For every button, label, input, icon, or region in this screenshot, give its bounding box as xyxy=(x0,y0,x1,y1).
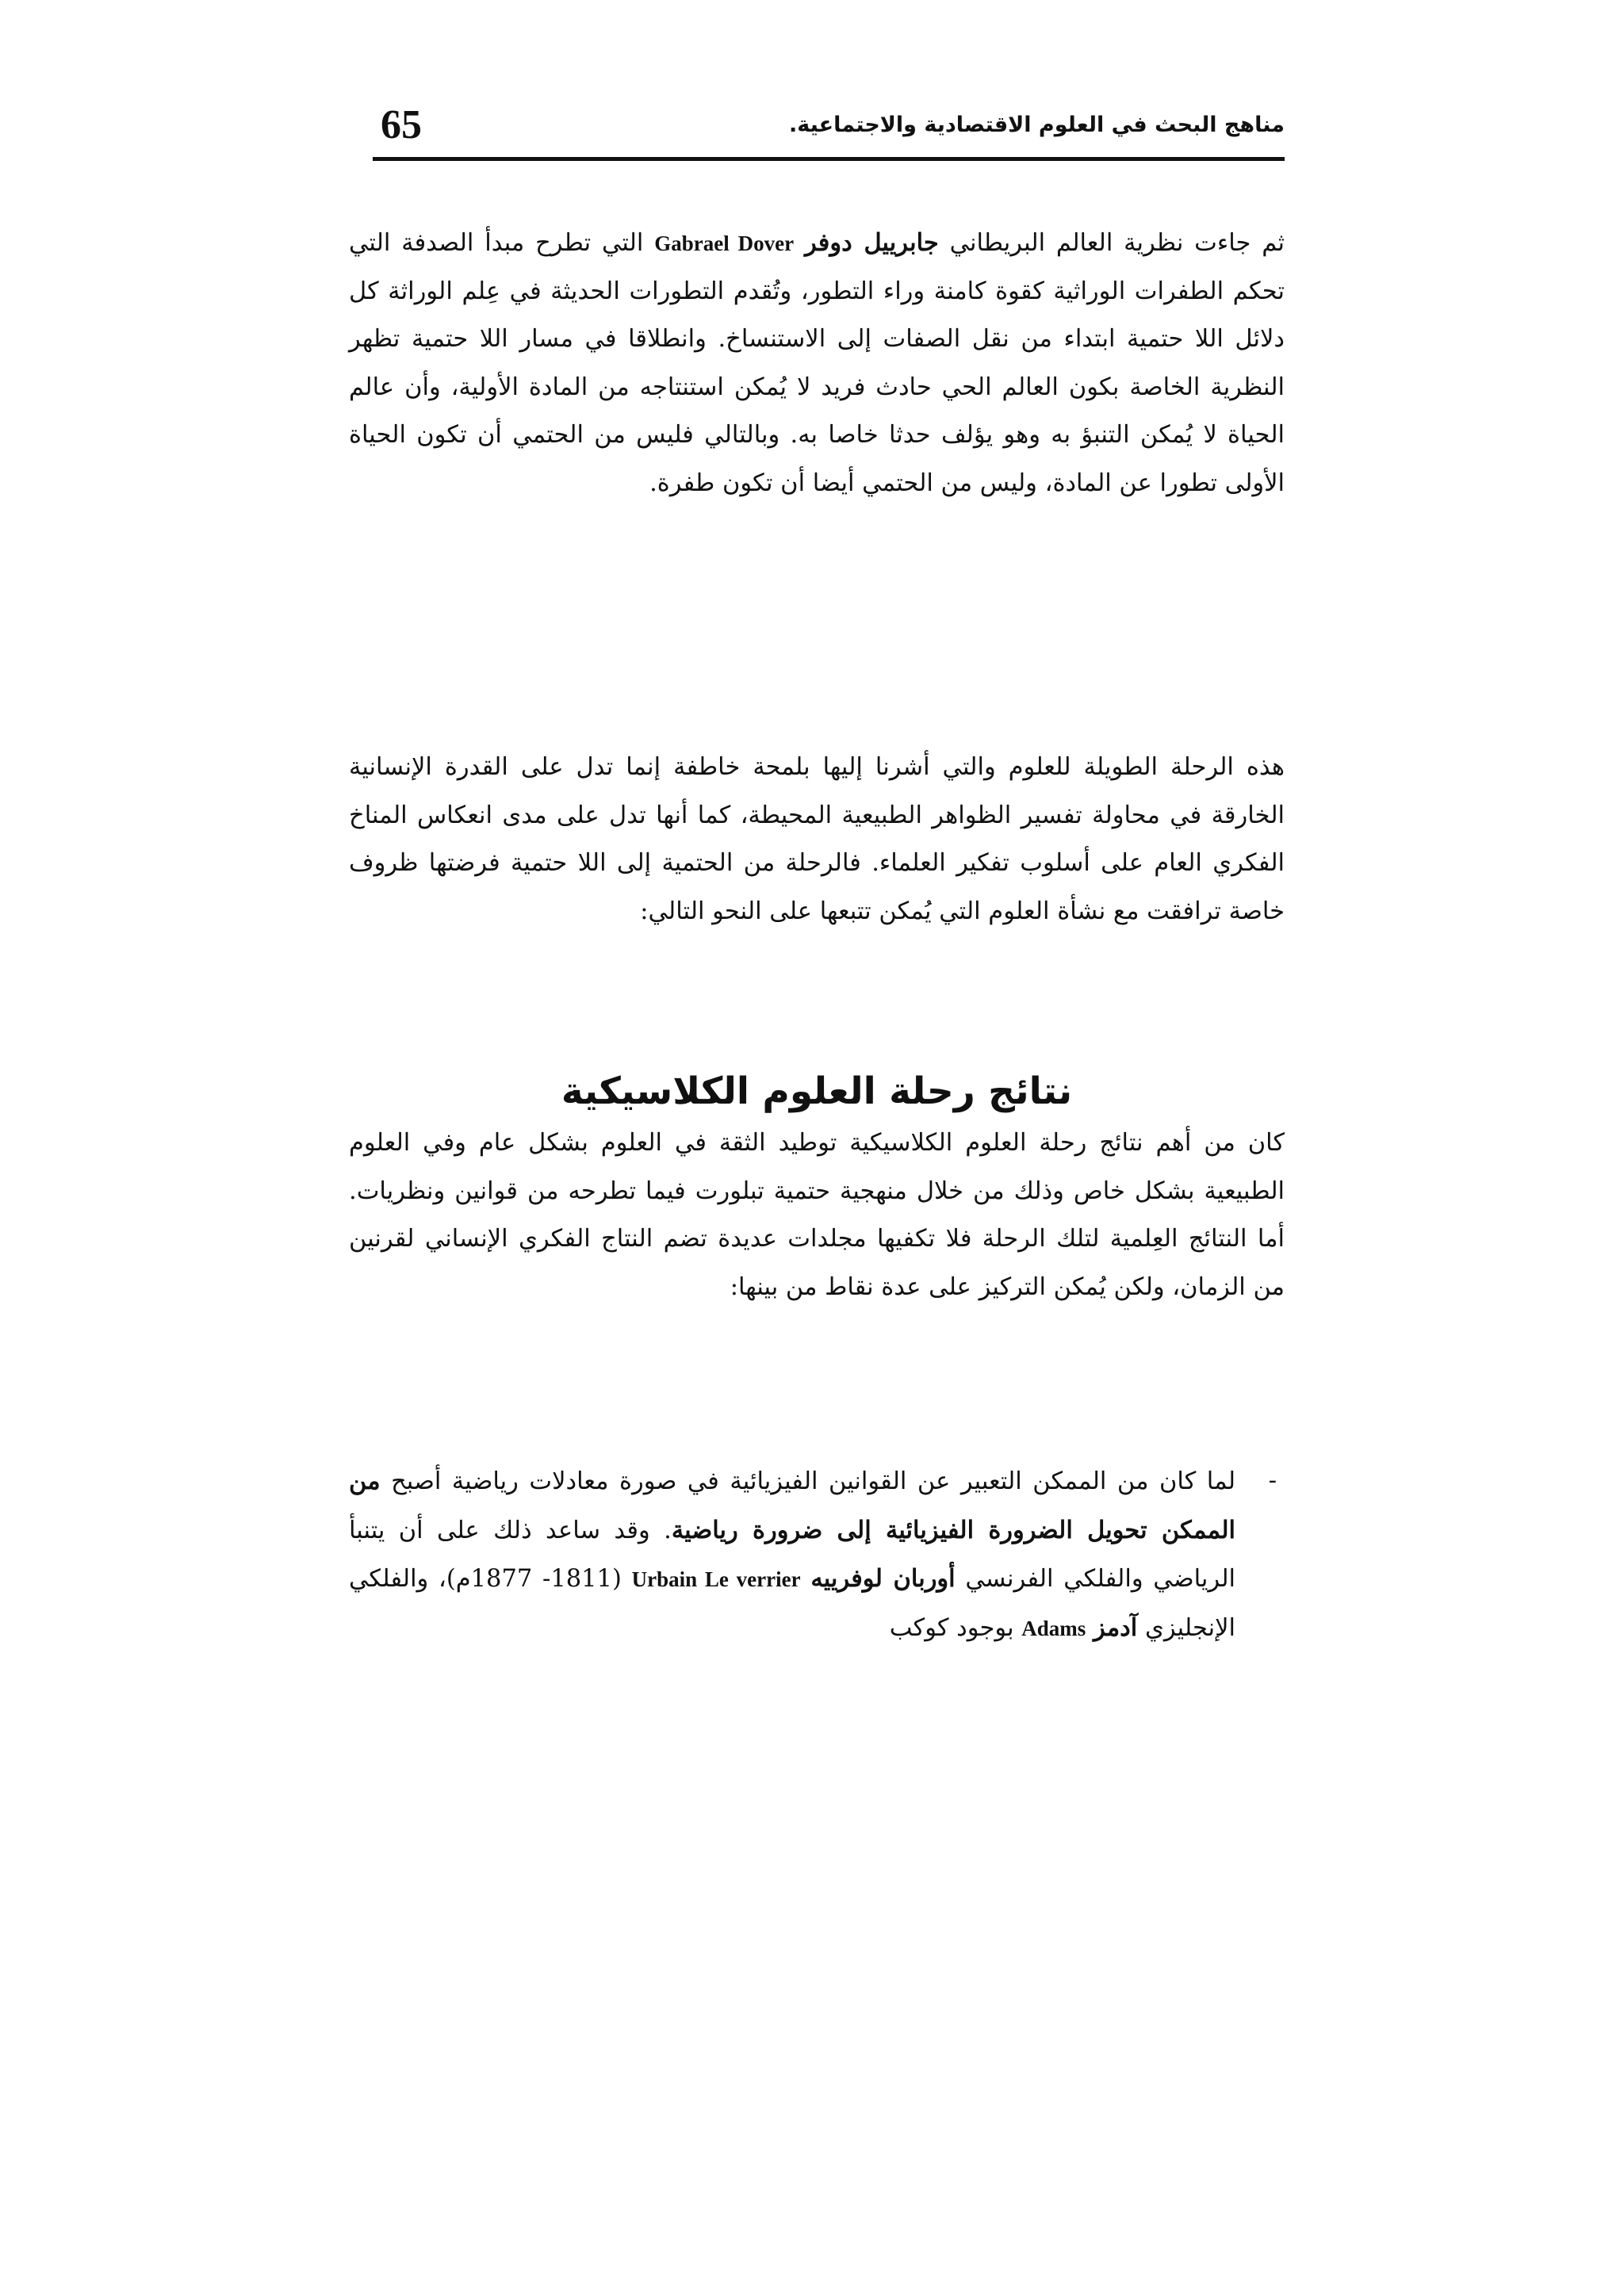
header-rule xyxy=(373,157,1285,161)
bullet-list xyxy=(349,1457,1285,1652)
scientist-name-arabic: آدمز xyxy=(1094,1613,1138,1642)
list-item-text-b: . وقد ساعد ذلك على أن يتنبأ الرياضي والفلكي الفرنسي xyxy=(349,1516,1235,1593)
list-item-text-d: بوجود كوكب xyxy=(889,1613,1022,1642)
bullet-marker: - xyxy=(1268,1467,1277,1494)
bold-phrase: من الممكن تحويل الضرورة الفيزيائية إلى ضرورة رياضية xyxy=(349,1467,1235,1544)
scientist-name-latin: Urbain Le verrier xyxy=(631,1567,801,1591)
scientist-name-latin: Gabrael Dover xyxy=(654,232,795,255)
scientist-name-latin: Adams xyxy=(1021,1616,1086,1640)
paragraph-1 xyxy=(349,219,1285,507)
page-number: 65 xyxy=(381,102,422,147)
paragraph-1-text-b: التي تطرح مبدأ الصدفة التي تحكم الطفرات الوراثية كقوة كامنة وراء التطور، وتُقدم التطورات الحديثة في عِلم الوراثة كل دلائل اللا حتمية ابتداء من نقل الصفات إلى الاستنساخ. وانطلاقا في مسار اللا حتمية تظهر النظرية الخاصة بكون العالم الحي حادث فريد لا يُمكن استنتاجه من المادة الأولية، وأن عالم الحياة لا يُمكن التنبؤ به وهو يؤلف حدثا خاصا به. وبالتالي فليس من الحتمي أن تكون الحياة الأولى تطورا عن المادة، وليس من الحتمي أيضا أن تكون طفرة. xyxy=(349,229,1285,497)
section-heading: نتائج رحلة العلوم الكلاسيكية xyxy=(561,1070,1073,1113)
list-item-text-c: (1811- 1877م)، والفلكي الإنجليزي xyxy=(349,1565,1235,1642)
paragraph-2 xyxy=(349,744,1285,936)
list-item xyxy=(349,1457,1285,1652)
scientist-name-arabic: جابرييل دوفر xyxy=(804,228,939,257)
list-item-text-a: لما كان من الممكن التعبير عن القوانين الفيزيائية في صورة معادلات رياضية أصبح xyxy=(380,1468,1235,1495)
paragraph-1-text xyxy=(349,219,1285,507)
page-header xyxy=(373,95,1285,159)
scientist-name-arabic: أوربان لوفرييه xyxy=(810,1564,956,1593)
list-item-text xyxy=(349,1457,1235,1652)
paragraph-1-text-a: ثم جاءت نظرية العالم البريطاني xyxy=(938,229,1285,257)
paragraph-3 xyxy=(349,1119,1285,1311)
paragraph-2-text: هذه الرحلة الطويلة للعلوم والتي أشرنا إليها بلمحة خاطفة إنما تدل على القدرة الإنسانية الخارقة في محاولة تفسير الظواهر الطبيعية المحيطة، كما أنها تدل على مدى انعكاس المناخ الفكري العام على أسلوب تفكير العلماء. فالرحلة من الحتمية إلى اللا حتمية فرضتها ظروف خاصة ترافقت مع نشأة العلوم التي يُمكن تتبعها على النحو التالي: xyxy=(349,753,1285,925)
paragraph-3-text: كان من أهم نتائج رحلة العلوم الكلاسيكية توطيد الثقة في العلوم بشكل عام وفي العلوم الطبيعية بشكل خاص وذلك من خلال منهجية حتمية تبلورت فيما تطرحه من قوانين ونظريات. أما النتائج العِلمية لتلك الرحلة فلا تكفيها مجلدات عديدة تضم النتاج الفكري الإنساني لقرنين من الزمان، ولكن يُمكن التركيز على عدة نقاط من بينها: xyxy=(349,1129,1285,1301)
running-title: مناهج البحث في العلوم الاقتصادية والاجتماعية. xyxy=(788,113,1285,137)
